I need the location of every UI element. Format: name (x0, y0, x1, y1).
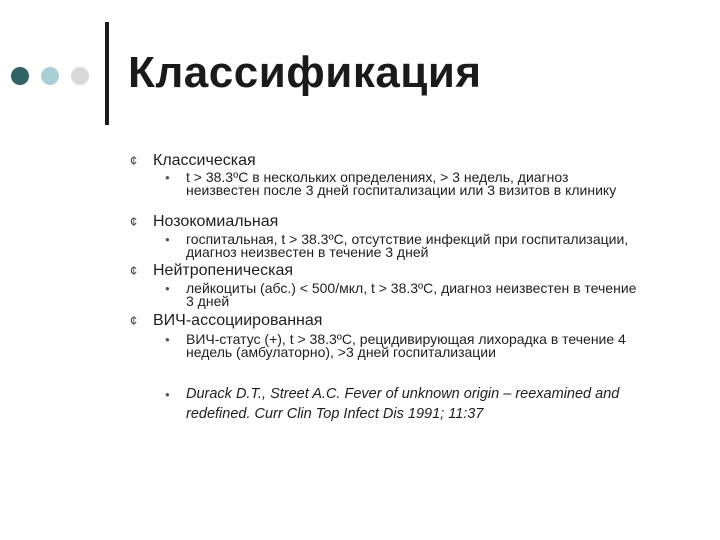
bullet-icon: ● (165, 284, 170, 293)
bullet-icon: ¢ (130, 214, 138, 229)
sub-item-text: ВИЧ-статус (+), t > 38.3ºC, рецидивирующая лихорадка в течение 4 недель (амбулаторно), >3 дней госпитализации (186, 331, 626, 360)
item-label: Нейтропеническая (153, 262, 293, 279)
sub-item-text: лейкоциты (абс.) < 500/мкл, t > 38.3ºC, диагноз неизвестен в течение 3 дней (186, 280, 637, 309)
slide-title: Классификация (128, 48, 482, 97)
reference-text: Durack D.T., Street A.C. Fever of unknown origin – reexamined and redefined. Curr Clin Top Infect Dis 1991; 11:37 (186, 386, 620, 422)
bullet-icon: ¢ (130, 263, 138, 278)
sub-list-item (165, 282, 645, 308)
sub-list-item (165, 333, 645, 359)
sub-list-item (165, 233, 645, 259)
bullet-icon: ● (165, 335, 170, 344)
item-label: Нозокомиальная (153, 213, 279, 230)
reference (165, 384, 685, 424)
bullet-icon: ● (165, 390, 170, 399)
item-label: ВИЧ-ассоциированная (153, 312, 323, 329)
bullet-icon: ¢ (130, 153, 138, 168)
bullet-icon: ● (165, 173, 170, 182)
bullet-icon: ● (165, 235, 170, 244)
bullet-icon: ¢ (130, 313, 138, 328)
sub-item-text: t > 38.3ºC в нескольких определениях, > 3 недель, диагноз неизвестен после 3 дней госпитализации или 3 визитов в клинику (186, 169, 617, 198)
sub-list-item (165, 171, 645, 197)
item-label: Классическая (153, 152, 256, 169)
sub-item-text: госпитальная, t > 38.3ºC, отсутствие инфекций при госпитализации, диагноз неизвестен в течение 3 дней (186, 231, 629, 260)
